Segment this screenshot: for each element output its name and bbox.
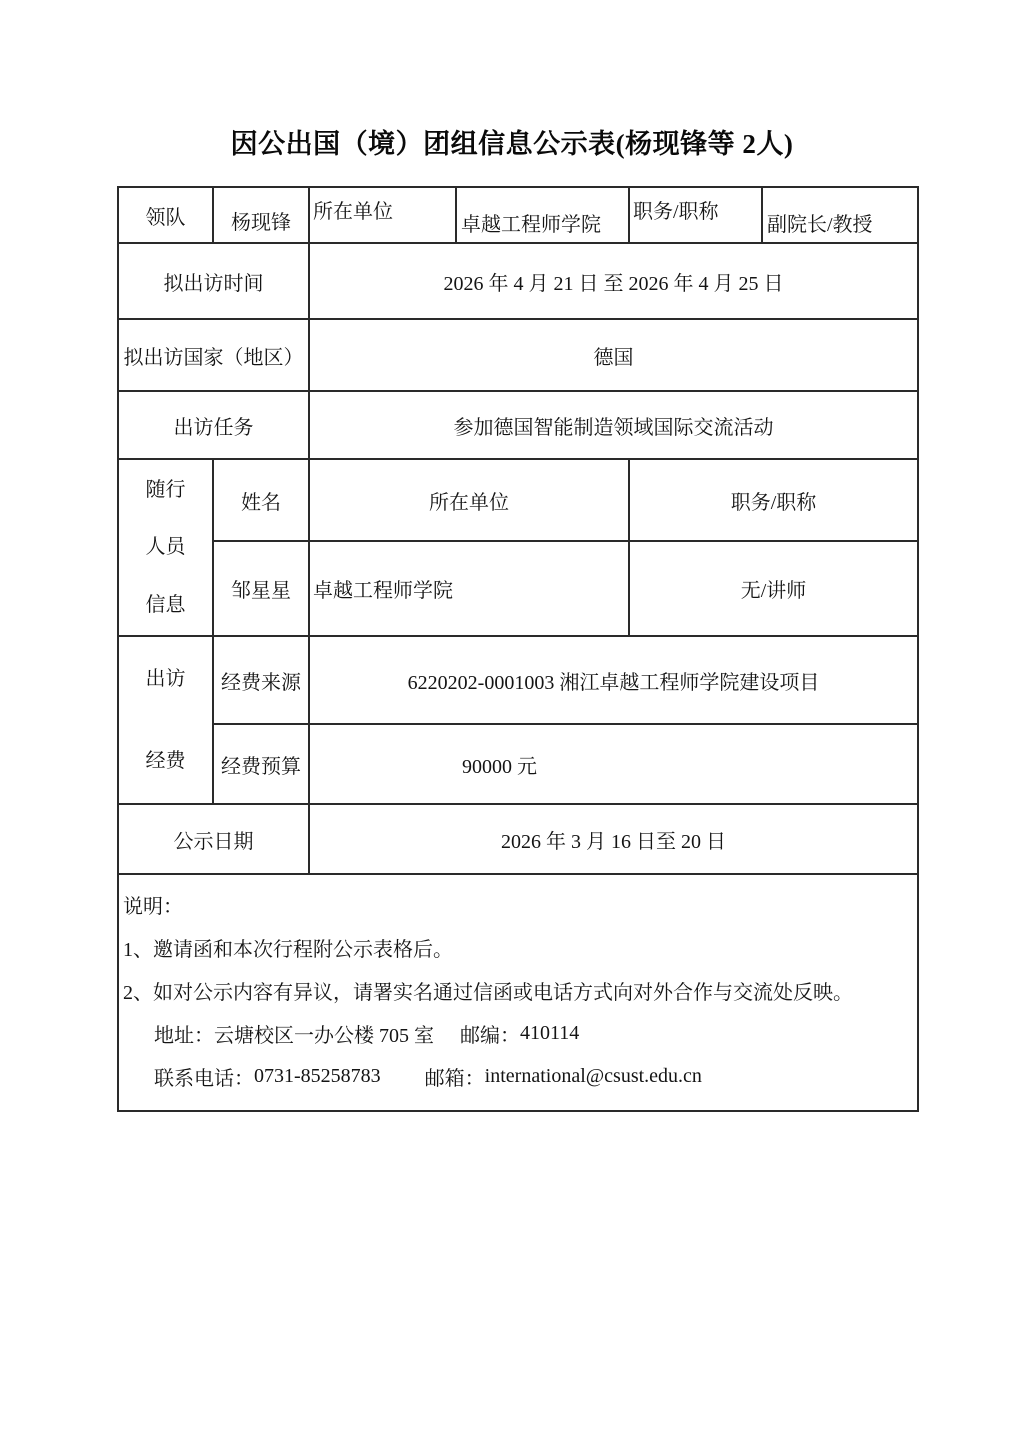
note-contact-line <box>123 1055 911 1098</box>
funding-source-value: 6220202-0001003 湘江卓越工程师学院建设项目 <box>309 636 918 724</box>
leader-row <box>118 187 918 243</box>
publicity-date-value: 2026 年 3 月 16 日至 20 日 <box>309 804 918 874</box>
visit-time-row <box>118 243 918 319</box>
funding-group-label <box>118 636 213 804</box>
companion-unit-header: 所在单位 <box>309 459 629 541</box>
funding-group-line: 出访 <box>145 668 186 690</box>
companions-group-line: 人员 <box>145 536 186 559</box>
note-address-line <box>123 1012 911 1055</box>
companion-member-row <box>118 541 918 636</box>
companion-member-post: 无/讲师 <box>629 541 918 636</box>
email-value: international@csust.edu.cn <box>484 1065 702 1087</box>
phone-value: 0731-85258783 <box>254 1065 381 1087</box>
address-value: 云塘校区一办公楼 705 室 <box>214 1025 434 1047</box>
companion-post-header: 职务/职称 <box>629 459 918 541</box>
companions-group-line: 随行 <box>145 478 186 501</box>
leader-label: 领队 <box>118 187 213 243</box>
address-label: 地址： <box>154 1025 214 1047</box>
zip-label: 邮编： <box>460 1025 520 1047</box>
funding-group-line: 经费 <box>145 750 186 772</box>
notes-cell <box>118 874 918 1111</box>
companion-member-name: 邹星星 <box>213 541 309 636</box>
companions-group-label-lines <box>119 461 212 634</box>
leader-name: 杨现锋 <box>213 187 309 243</box>
funding-budget-label: 经费预算 <box>213 724 309 804</box>
funding-group-label-lines <box>119 638 212 802</box>
visit-time-label: 拟出访时间 <box>118 243 309 319</box>
publicity-form-table <box>117 186 919 1112</box>
funding-budget-value: 90000 元 <box>309 724 918 804</box>
note-item-2: 2、如对公示内容有异议，请署实名通过信函或电话方式向对外合作与交流处反映。 <box>123 982 853 1004</box>
mission-label: 出访任务 <box>118 391 309 459</box>
leader-unit-value: 卓越工程师学院 <box>456 187 629 243</box>
publicity-date-row <box>118 804 918 874</box>
companions-header-row <box>118 459 918 541</box>
mission-value: 参加德国智能制造领域国际交流活动 <box>309 391 918 459</box>
funding-source-label: 经费来源 <box>213 636 309 724</box>
funding-budget-row <box>118 724 918 804</box>
destination-value: 德国 <box>309 319 918 391</box>
mission-row <box>118 391 918 459</box>
companions-group-label <box>118 459 213 636</box>
funding-source-row <box>118 636 918 724</box>
leader-unit-label: 所在单位 <box>309 187 456 243</box>
companion-name-header: 姓名 <box>213 459 309 541</box>
leader-post-label: 职务/职称 <box>629 187 762 243</box>
leader-post-value: 副院长/教授 <box>762 187 918 243</box>
note-item-1: 1、邀请函和本次行程附公示表格后。 <box>123 939 453 961</box>
page-title: 因公出国（境）团组信息公示表(杨现锋等 2人) <box>230 129 794 159</box>
notes-heading: 说明： <box>123 896 183 918</box>
notes-row <box>118 874 918 1111</box>
phone-label: 联系电话： <box>154 1068 254 1090</box>
email-label: 邮箱： <box>424 1068 485 1090</box>
destination-label: 拟出访国家（地区） <box>118 319 309 391</box>
zip-value: 410114 <box>520 1022 580 1044</box>
companions-group-line: 信息 <box>145 594 186 617</box>
companion-member-unit: 卓越工程师学院 <box>309 541 629 636</box>
visit-time-value: 2026 年 4 月 21 日 至 2026 年 4 月 25 日 <box>309 243 918 319</box>
destination-row <box>118 319 918 391</box>
publicity-date-label: 公示日期 <box>118 804 309 874</box>
